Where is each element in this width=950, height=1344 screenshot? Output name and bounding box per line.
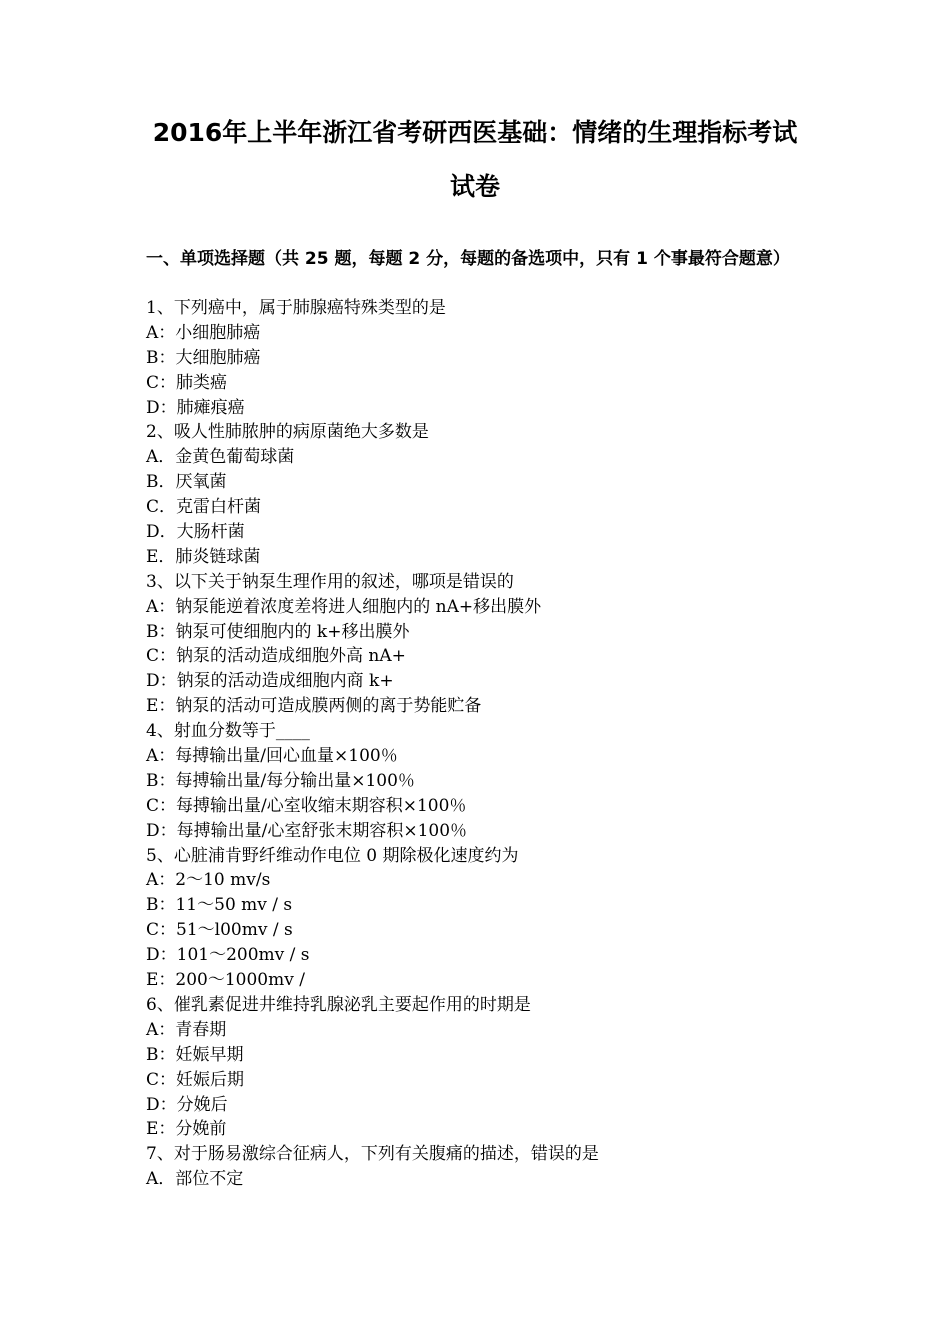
document-title-line-2: 试卷: [449, 172, 500, 201]
answer-option: A．金黄色葡萄球菌: [146, 447, 295, 468]
answer-option: A：2～10 mv/s: [146, 870, 271, 891]
answer-option: D：101～200mv / s: [146, 945, 310, 966]
answer-option: B：钠泵可使细胞内的 k+移出膜外: [146, 621, 410, 642]
question-stem: 3、以下关于钠泵生理作用的叙述，哪项是错误的: [146, 571, 514, 592]
question-list: [146, 296, 846, 1192]
answer-option: A：小细胞肺癌: [146, 322, 261, 343]
answer-option: A：青春期: [146, 1019, 227, 1040]
answer-option: C．克雷白杆菌: [146, 497, 262, 518]
answer-option: C：肺类癌: [146, 372, 228, 393]
answer-option: E：分娩前: [146, 1119, 227, 1140]
answer-option: C：51～l00mv / s: [146, 920, 293, 941]
answer-option: E：钠泵的活动可造成膜两侧的离于势能贮备: [146, 696, 482, 717]
answer-option: A：每搏输出量/回心血量×100％: [146, 746, 398, 767]
answer-option: B：每搏输出量/每分输出量×100％: [146, 770, 415, 791]
answer-option: A．部位不定: [146, 1169, 244, 1190]
question-stem: 6、催乳素促进井维持乳腺泌乳主要起作用的时期是: [146, 994, 531, 1015]
answer-option: C：钠泵的活动造成细胞外高 nA+: [146, 646, 406, 667]
answer-option: D：分娩后: [146, 1094, 228, 1115]
answer-option: B：妊娠早期: [146, 1044, 244, 1065]
answer-option: B：大细胞肺癌: [146, 347, 261, 368]
answer-option: B．厌氧菌: [146, 472, 227, 493]
section-heading: 一、单项选择题（共 25 题，每题 2 分，每题的备选项中，只有 1 个事最符合题意）: [146, 249, 790, 269]
answer-option: C：妊娠后期: [146, 1069, 245, 1090]
question-stem: 4、射血分数等于____: [146, 721, 310, 742]
answer-option: E：200～1000mv /: [146, 970, 305, 991]
answer-option: D：每搏输出量/心室舒张末期容积×100％: [146, 820, 468, 841]
question-stem: 5、心脏浦肯野纤维动作电位 0 期除极化速度约为: [146, 845, 519, 866]
question-stem: 7、对于肠易激综合征病人，下列有关腹痛的描述，错误的是: [146, 1144, 599, 1165]
answer-option: D：钠泵的活动造成细胞内商 k+: [146, 671, 394, 692]
answer-option: D：肺瘫痕癌: [146, 397, 245, 418]
answer-option: E．肺炎链球菌: [146, 546, 261, 567]
answer-option: B：11～50 mv / s: [146, 895, 293, 916]
question-stem: 1、下列癌中，属于肺腺癌特殊类型的是: [146, 298, 446, 318]
answer-option: C：每搏输出量/心室收缩末期容积×100％: [146, 795, 467, 816]
answer-option: A：钠泵能逆着浓度差将进人细胞内的 nA+移出膜外: [146, 596, 542, 617]
question-stem: 2、吸人性肺脓肿的病原菌绝大多数是: [146, 422, 429, 443]
answer-option: D．大肠杆菌: [146, 522, 245, 543]
document-title-line-1: 2016年上半年浙江省考研西医基础：情绪的生理指标考试: [152, 118, 798, 147]
